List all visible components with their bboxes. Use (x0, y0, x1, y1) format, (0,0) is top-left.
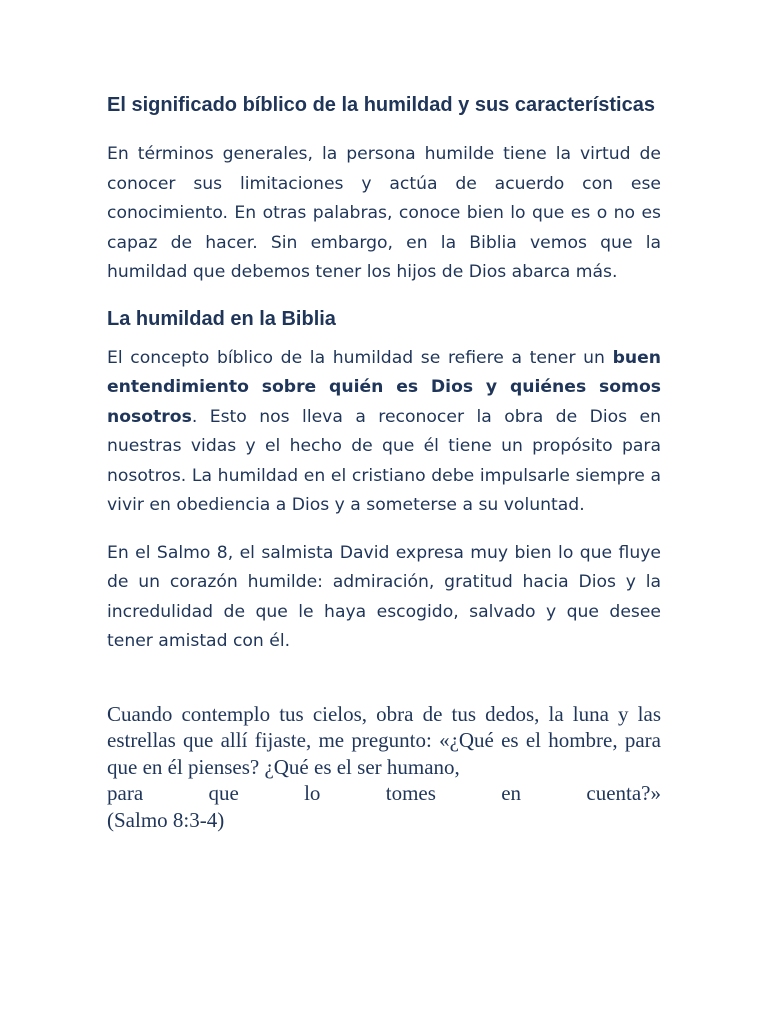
salmo-paragraph: En el Salmo 8, el salmista David expresa muy bien lo que fluye de un corazón humilde: admiración, gratitud hacia Dios y la incredulidad de que le haya escogido, salvado y que desee tener amistad con él. (107, 542, 661, 651)
bible-quote-justified-line: para que lo tomes en cuenta?» (107, 781, 661, 805)
section-paragraph (107, 344, 661, 521)
article-body (107, 92, 661, 833)
bible-quote (107, 701, 661, 834)
section-paragraph-bold: buen entendimiento sobre quién es Dios y quiénes somos nosotros (107, 347, 661, 427)
intro-paragraph: En términos generales, la persona humilde tiene la virtud de conocer sus limitaciones y actúa de acuerdo con ese conocimiento. En otras palabras, conoce bien lo que es o no es capaz de hacer. Sin embargo, en la Biblia vemos que la humildad que debemos tener los hijos de Dios abarca más. (107, 144, 661, 282)
section-heading: La humildad en la Biblia (107, 307, 336, 330)
bible-quote-reference: (Salmo 8:3-4) (107, 807, 225, 832)
section-paragraph-start: El concepto bíblico de la humildad se refiere a tener un (107, 347, 613, 368)
bible-quote-text: Cuando contemplo tus cielos, obra de tus dedos, la luna y las estrellas que allí fijaste, me pregunto: «¿Qué es el hombre, para que en él pienses? ¿Qué es el ser humano, (107, 701, 661, 779)
section-paragraph-end: . Esto nos lleva a reconocer la obra de Dios en nuestras vidas y el hecho de que él tiene un propósito para nosotros. La humildad en el cristiano debe impulsarle siempre a vivir en obediencia a Dios y a someterse a su voluntad. (107, 406, 661, 515)
article-title: El significado bíblico de la humildad y sus características (107, 94, 655, 116)
